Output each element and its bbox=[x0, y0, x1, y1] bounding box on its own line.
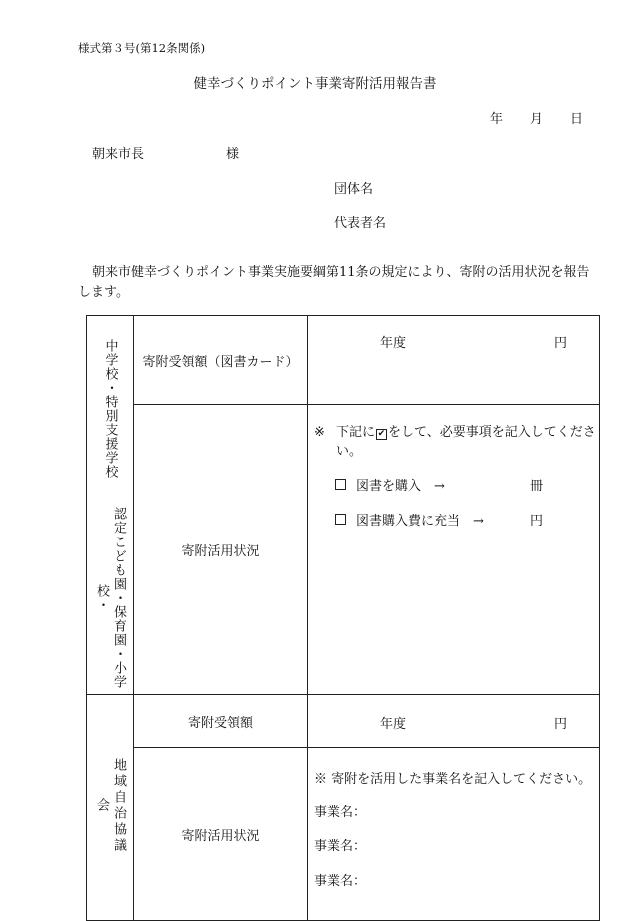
date-year-label: 年 bbox=[490, 112, 504, 127]
option-buy-books-unit: 冊 bbox=[530, 479, 544, 495]
section-a-usage-row bbox=[87, 405, 600, 695]
section-b-side-label bbox=[87, 695, 134, 921]
date-month-label: 月 bbox=[530, 112, 544, 127]
section-a-year-label: 年度 bbox=[380, 336, 407, 351]
section-a-yen-label: 円 bbox=[554, 336, 568, 351]
report-table bbox=[86, 315, 600, 921]
section-a-received-amount[interactable] bbox=[308, 316, 600, 405]
section-a-usage-label: 寄附活用状況 bbox=[134, 405, 308, 695]
option-book-fund[interactable] bbox=[335, 510, 484, 529]
section-b-note: ※ 寄附を活用した事業名を記入してください。 bbox=[314, 772, 592, 787]
section-b-received-amount[interactable] bbox=[308, 695, 600, 748]
project-name-field-1[interactable]: 事業名： bbox=[314, 805, 367, 820]
section-b-received-row bbox=[87, 695, 600, 748]
section-b-usage-label: 寄附活用状況 bbox=[134, 748, 308, 921]
checkbox-icon[interactable] bbox=[335, 479, 346, 490]
section-a-side-label-line2: 認定こども園・保育園・小学校・ bbox=[94, 506, 126, 689]
section-a-side-label bbox=[87, 316, 134, 695]
organization-label: 団体名 bbox=[334, 182, 374, 197]
project-name-field-2[interactable]: 事業名： bbox=[314, 839, 367, 854]
section-b-side-label-text: 地域自治協議会 bbox=[94, 757, 126, 854]
checked-box-icon: ✔ bbox=[377, 429, 386, 440]
note-text-after: をして、必要事項を記入してください。 bbox=[336, 425, 596, 460]
option-buy-books-text: 図書を購入 → bbox=[356, 479, 445, 495]
option-book-fund-text: 図書購入費に充当 → bbox=[356, 514, 484, 530]
date-day-label: 日 bbox=[570, 112, 584, 127]
option-buy-books[interactable] bbox=[335, 475, 445, 494]
honorific: 様 bbox=[226, 147, 240, 162]
intro-text: 朝来市健幸づくりポイント事業実施要綱第11条の規定により、寄附の活用状況を報告します。 bbox=[78, 265, 590, 300]
representative-label: 代表者名 bbox=[334, 216, 387, 231]
project-name-field-3[interactable]: 事業名： bbox=[314, 874, 367, 889]
section-a-received-row bbox=[87, 316, 600, 405]
note-text-before: 下記に bbox=[336, 425, 376, 441]
section-a-received-label: 寄附受領額（図書カード） bbox=[134, 316, 308, 405]
form-number: 様式第３号(第12条関係) bbox=[78, 41, 206, 55]
section-b-year-label: 年度 bbox=[380, 717, 407, 732]
section-b-usage-row bbox=[87, 748, 600, 921]
document-title: 健幸づくりポイント事業寄附活用報告書 bbox=[193, 76, 437, 92]
section-b-received-label: 寄附受領額 bbox=[134, 695, 308, 748]
addressee: 朝来市長 bbox=[92, 147, 145, 162]
section-b-yen-label: 円 bbox=[554, 717, 568, 732]
checkbox-icon[interactable] bbox=[335, 514, 346, 525]
section-a-usage-content bbox=[308, 405, 600, 695]
section-a-side-label-line1: 中学校・特別支援学校 bbox=[102, 338, 118, 479]
section-a-note bbox=[314, 423, 599, 461]
note-mark: ※ bbox=[314, 425, 325, 441]
section-b-usage-content bbox=[308, 748, 600, 921]
option-book-fund-unit: 円 bbox=[530, 514, 544, 530]
